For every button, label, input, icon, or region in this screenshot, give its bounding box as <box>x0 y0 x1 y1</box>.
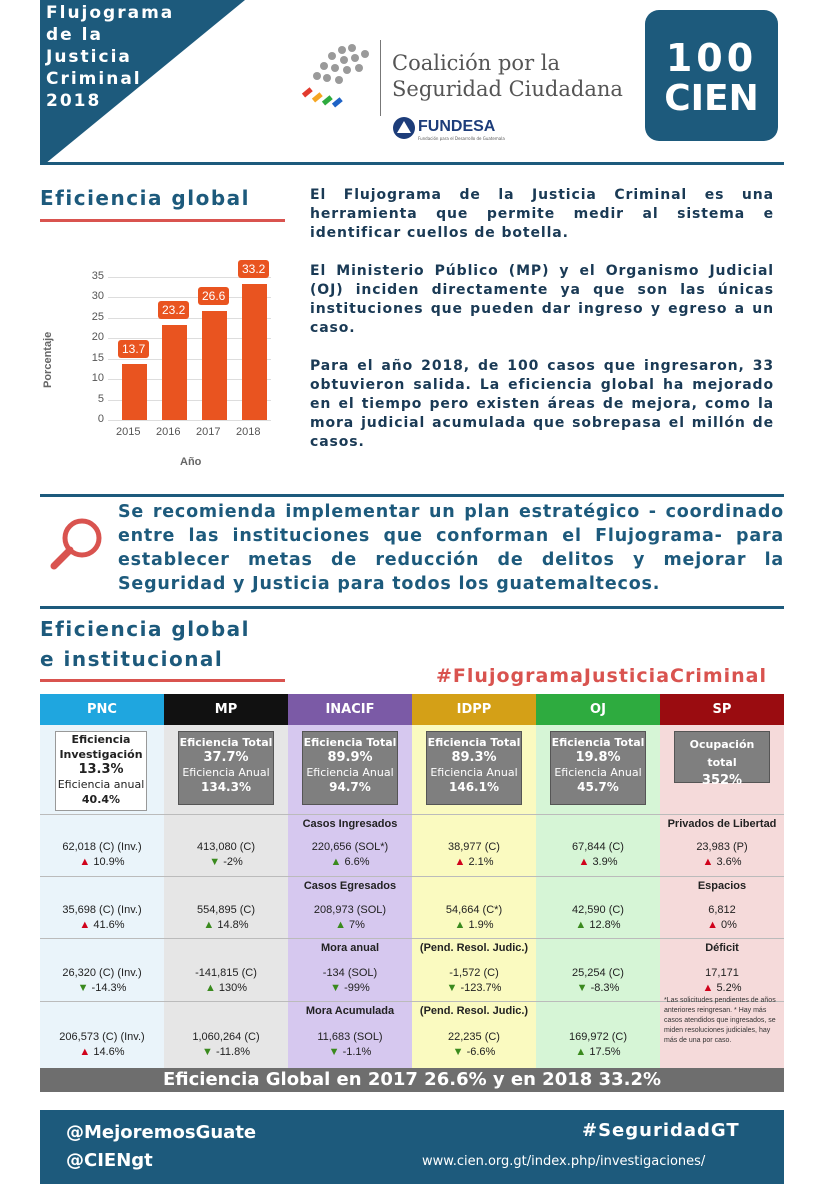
arrow-down-icon: ▼ <box>446 982 461 994</box>
hashtag-flujograma: #FlujogramaJusticiaCriminal <box>436 665 768 687</box>
arrow-down-icon: ▼ <box>209 856 224 868</box>
y-tick-label: 25 <box>91 310 104 323</box>
cell-change <box>536 1045 660 1060</box>
occupancy-panel <box>674 731 770 788</box>
cell-change <box>660 855 784 870</box>
y-tick-label: 15 <box>91 351 104 364</box>
efficiency-panel <box>550 731 646 805</box>
hashtag-seguridadgt[interactable]: #SeguridadGT <box>582 1120 740 1141</box>
cell-value: 206,573 (C) (Inv.) <box>59 1031 145 1043</box>
change-percent: 14.6% <box>93 1046 125 1058</box>
arrow-up-icon: ▲ <box>707 919 722 931</box>
sp-footnote: *Las solicitudes pendientes de años anteriores reingresan. * Hay más casos atendidos que ingresados, se miden resoluciones judiciales, hay más de una por caso. <box>664 997 776 1044</box>
pnc-label: Eficiencia anual <box>57 778 145 791</box>
website-link[interactable]: www.cien.org.gt/index.php/investigaciones/ <box>422 1154 706 1169</box>
cell-value: 1,060,264 (C) <box>192 1031 260 1043</box>
cell-value: 26,320 (C) (Inv.) <box>62 967 142 979</box>
panel-text: 134.3% <box>201 780 251 794</box>
change-percent: -1.1% <box>342 1046 372 1058</box>
intro-paragraph: El Flujograma de la Justicia Criminal es una herramienta que permite medir al sistema e identificar cuellos de botella. <box>310 187 774 241</box>
bar-value-label: 26.6 <box>198 287 229 305</box>
cell-value: 25,254 (C) <box>572 967 624 979</box>
arrow-up-icon: ▲ <box>702 982 717 994</box>
cell-change <box>536 981 660 996</box>
title-line: Criminal <box>46 69 142 89</box>
change-percent: -99% <box>344 982 370 994</box>
arrow-up-icon: ▲ <box>79 856 94 868</box>
y-axis-title: Porcentaje <box>42 331 54 388</box>
cell-change <box>40 855 164 870</box>
cell-change <box>536 855 660 870</box>
y-tick-label: 5 <box>97 392 104 405</box>
bar-value-label: 33.2 <box>238 260 269 278</box>
cell-change <box>412 918 536 933</box>
change-percent: 7% <box>349 919 365 931</box>
x-tick-label: 2017 <box>196 426 221 438</box>
cell-value: 35,698 (C) (Inv.) <box>62 904 142 916</box>
change-percent: -6.6% <box>466 1046 496 1058</box>
cell-change <box>412 1045 536 1060</box>
cell-change <box>164 918 288 933</box>
column-header-pnc: PNC <box>40 694 164 725</box>
change-percent: 17.5% <box>589 1046 621 1058</box>
panel-text: Eficiencia Total <box>179 736 273 749</box>
cell-change <box>164 981 288 996</box>
y-tick-label: 30 <box>91 290 104 303</box>
column-header-idpp: IDPP <box>412 694 536 725</box>
arrow-up-icon: ▲ <box>203 919 218 931</box>
cell-value: 67,844 (C) <box>572 841 624 853</box>
cien-number: 100 <box>665 36 758 80</box>
cien-text: CIEN <box>664 78 759 119</box>
column-header-sp: SP <box>660 694 784 725</box>
recommendation-text: Se recomienda implementar un plan estratégico - coordinado entre las instituciones que conforman el Flujograma- para establecer metas de reducción de delitos y mejorar la Seguridad y Justicia para todos los guatemaltecos. <box>118 502 784 594</box>
cell-value: 38,977 (C) <box>448 841 500 853</box>
change-percent: 6.6% <box>344 856 370 868</box>
pnc-efficiency-panel <box>55 731 147 811</box>
sp-row-label: Déficit <box>705 942 739 954</box>
cell-value: 11,683 (SOL) <box>317 1031 383 1043</box>
column-header-oj: OJ <box>536 694 660 725</box>
efficiency-panel <box>302 731 398 805</box>
pnc-label: Investigación <box>59 748 143 761</box>
title-line: Justicia <box>46 47 132 67</box>
handle-mejoremosguate[interactable]: @MejoremosGuate <box>66 1122 257 1143</box>
x-tick-label: 2015 <box>116 426 141 438</box>
panel-text: Eficiencia Anual <box>430 766 518 779</box>
panel-text: 89.9% <box>327 750 373 765</box>
cell-change <box>288 918 412 933</box>
arrow-up-icon: ▲ <box>454 919 469 931</box>
change-percent: 3.6% <box>716 856 742 868</box>
title-line: de la <box>46 25 103 45</box>
arrow-down-icon: ▼ <box>328 1046 343 1058</box>
global-efficiency-summary: Eficiencia Global en 2017 26.6% y en 2018 33.2% <box>40 1068 784 1092</box>
cell-change <box>288 981 412 996</box>
y-tick-label: 10 <box>91 372 104 385</box>
cell-change <box>412 981 536 996</box>
change-percent: 3.9% <box>592 856 618 868</box>
cell-value: 17,171 <box>705 967 739 979</box>
cell-value: -1,572 (C) <box>449 967 499 979</box>
arrow-down-icon: ▼ <box>202 1046 216 1058</box>
x-tick-label: 2016 <box>156 426 181 438</box>
fundesa-tagline: Fundación para el Desarrollo de Guatemala <box>418 136 505 141</box>
panel-text: Eficiencia Anual <box>554 766 642 779</box>
row-divider <box>40 938 784 939</box>
row-label: Mora anual <box>320 942 380 954</box>
column-header-mp: MP <box>164 694 288 725</box>
arrow-up-icon: ▲ <box>578 856 593 868</box>
change-percent: -11.8% <box>215 1046 250 1058</box>
change-percent: -2% <box>223 856 243 868</box>
panel-text: 19.8% <box>575 750 621 765</box>
y-tick-label: 20 <box>91 331 104 344</box>
row-label: Casos Egresados <box>303 880 397 892</box>
coalition-line: Coalición por la <box>392 51 561 75</box>
cell-value: 22,235 (C) <box>448 1031 500 1043</box>
title-line: 2018 <box>46 91 102 111</box>
pnc-value: 13.3% <box>78 762 124 777</box>
change-percent: 10.9% <box>93 856 125 868</box>
cell-change <box>164 855 288 870</box>
title-line: Flujograma <box>46 3 175 23</box>
sp-row-label: Espacios <box>697 880 747 892</box>
arrow-down-icon: ▼ <box>330 982 345 994</box>
change-percent: 0% <box>721 919 737 931</box>
x-axis-title: Año <box>180 456 202 468</box>
change-percent: 130% <box>218 982 248 994</box>
mp-oj-paragraph: El Ministerio Público (MP) y el Organismo Judicial (OJ) inciden directamente ya que son las únicas instituciones que pueden dar ingreso y egreso a un caso. <box>310 263 774 336</box>
cell-value: -141,815 (C) <box>195 967 257 979</box>
cell-value: 554,895 (C) <box>196 904 256 916</box>
coalition-line: Seguridad Ciudadana <box>392 77 623 101</box>
cell-change <box>536 918 660 933</box>
change-percent: -14.3% <box>91 982 127 994</box>
change-percent: -8.3% <box>590 982 620 994</box>
panel-text: 94.7% <box>329 780 371 794</box>
efficiency-panel <box>178 731 274 805</box>
efficiency-panel <box>426 731 522 805</box>
fundesa-name: FUNDESA <box>418 118 496 135</box>
arrow-up-icon: ▲ <box>79 919 94 931</box>
cell-value: -134 (SOL) <box>322 967 378 979</box>
panel-text: 45.7% <box>577 780 619 794</box>
cell-change <box>288 1045 412 1060</box>
y-tick-label: 35 <box>91 270 104 282</box>
cell-change <box>660 981 784 996</box>
cell-value: 23,983 (P) <box>696 841 748 853</box>
heading-line: e institucional <box>40 647 224 671</box>
change-percent: 41.6% <box>93 919 125 931</box>
cell-change <box>40 918 164 933</box>
column-header-inacif: INACIF <box>288 694 412 725</box>
cell-value: 6,812 <box>708 904 736 916</box>
footer <box>40 1110 784 1184</box>
row-divider <box>40 814 784 815</box>
cell-change <box>288 855 412 870</box>
panel-text: 37.7% <box>203 750 249 765</box>
handle-ciengt[interactable]: @CIENgt <box>66 1150 153 1171</box>
cell-value: 54,664 (C*) <box>445 904 503 916</box>
results-paragraph: Para el año 2018, de 100 casos que ingresaron, 33 obtuvieron salida. La eficiencia global ha mejorado en el tiempo pero existen áreas de mejora, como la mora judicial acumulada que sobrepasa el millón de casos. <box>310 358 774 450</box>
arrow-up-icon: ▲ <box>454 856 469 868</box>
arrow-up-icon: ▲ <box>335 919 350 931</box>
row-divider <box>40 876 784 877</box>
arrow-down-icon: ▼ <box>576 982 591 994</box>
panel-text: 146.1% <box>449 780 499 794</box>
y-tick-label: 0 <box>97 413 104 425</box>
change-percent: 12.8% <box>589 919 621 931</box>
panel-text: Eficiencia Total <box>551 736 645 749</box>
change-percent: 2.1% <box>468 856 494 868</box>
cell-value: 169,972 (C) <box>568 1031 628 1043</box>
panel-text: Eficiencia Total <box>303 736 397 749</box>
arrow-up-icon: ▲ <box>204 982 219 994</box>
cell-value: 220,656 (SOL*) <box>311 841 389 853</box>
cell-value: 208,973 (SOL) <box>313 904 387 916</box>
cell-change <box>40 981 164 996</box>
panel-text: Eficiencia Total <box>427 736 521 749</box>
row-label: Mora Acumulada <box>305 1005 395 1017</box>
cell-change <box>660 918 784 933</box>
pnc-value: 40.4% <box>81 793 121 806</box>
panel-text: Eficiencia Anual <box>306 766 394 779</box>
row-label: Casos Ingresados <box>302 818 398 830</box>
arrow-up-icon: ▲ <box>79 1046 94 1058</box>
arrow-up-icon: ▲ <box>330 856 345 868</box>
panel-text: 352% <box>701 773 743 788</box>
section-heading: Eficiencia global <box>40 186 250 210</box>
change-percent: 5.2% <box>716 982 742 994</box>
cell-change <box>164 1045 288 1060</box>
pnc-label: Eficiencia <box>71 733 131 746</box>
cell-value: 62,018 (C) (Inv.) <box>62 841 142 853</box>
heading-line: Eficiencia global <box>40 617 250 641</box>
bar-value-label: 13.7 <box>118 340 149 358</box>
arrow-up-icon: ▲ <box>575 919 590 931</box>
arrow-up-icon: ▲ <box>702 856 717 868</box>
panel-text: Ocupación total <box>689 738 755 769</box>
panel-text: 89.3% <box>451 750 497 765</box>
cell-change <box>412 855 536 870</box>
change-percent: 1.9% <box>468 919 494 931</box>
arrow-down-icon: ▼ <box>77 982 92 994</box>
bar-value-label: 23.2 <box>158 301 189 319</box>
arrow-down-icon: ▼ <box>452 1046 467 1058</box>
cell-change <box>40 1045 164 1060</box>
arrow-up-icon: ▲ <box>575 1046 590 1058</box>
cell-value: 413,080 (C) <box>196 841 256 853</box>
idpp-row-label: (Pend. Resol. Judic.) <box>419 1005 529 1017</box>
panel-text: Eficiencia Anual <box>182 766 270 779</box>
cell-value: 42,590 (C) <box>572 904 624 916</box>
sp-row-label: Privados de Libertad <box>667 818 777 830</box>
change-percent: -123.7% <box>460 982 502 994</box>
x-tick-label: 2018 <box>236 426 261 438</box>
change-percent: 14.8% <box>217 919 249 931</box>
idpp-row-label: (Pend. Resol. Judic.) <box>419 942 529 954</box>
